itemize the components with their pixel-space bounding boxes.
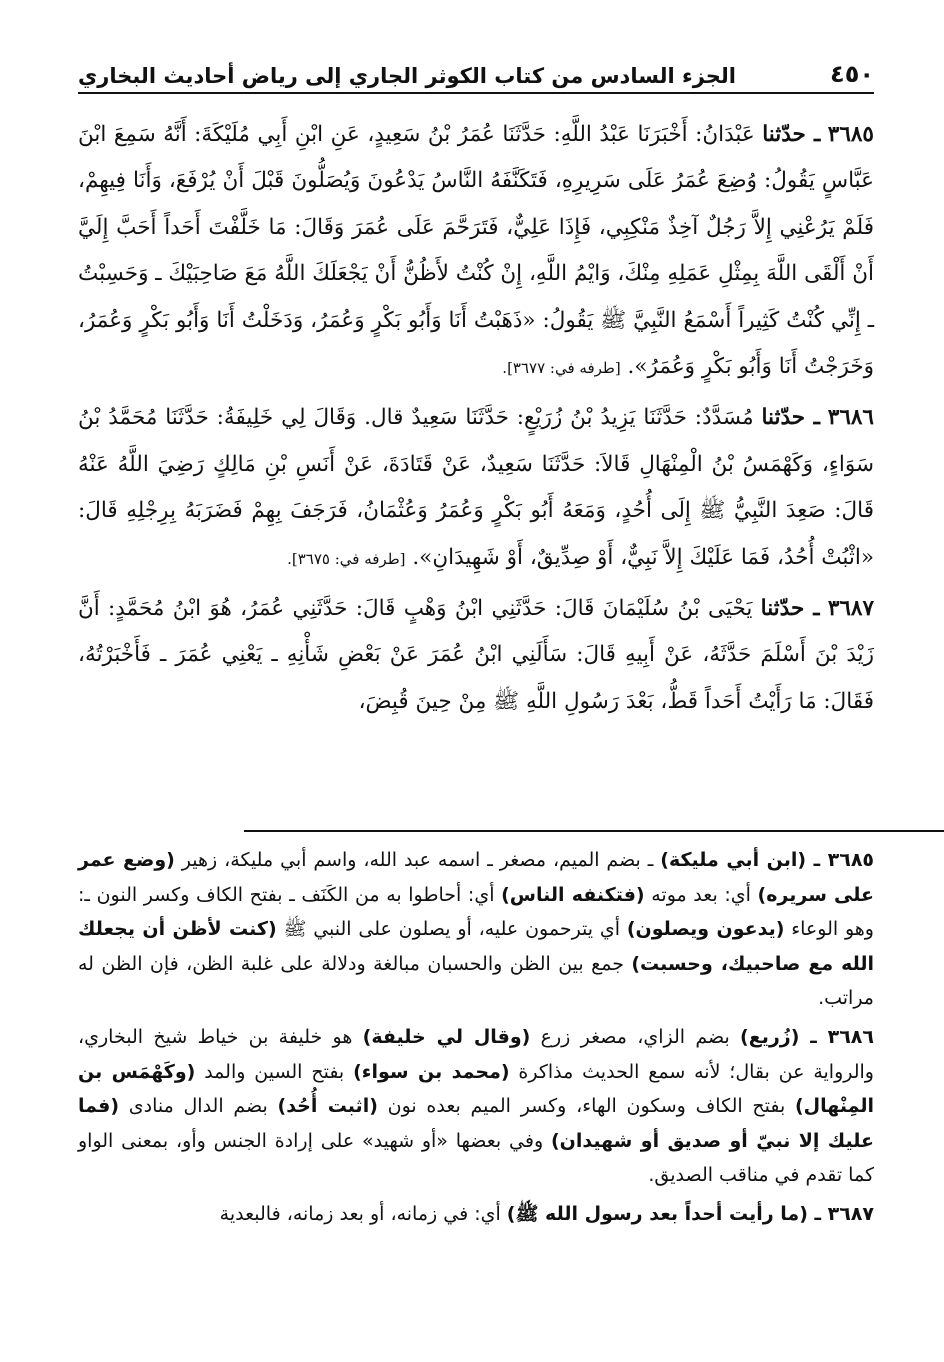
hadith-reference: [طرفه في: ٣٦٧٧]. [502,359,621,378]
note-keyword: (فتكنفه الناس) [501,883,645,906]
note-keyword: (محمد بن سواء) [353,1060,510,1083]
hadith-lead: ـ حدّثنا [762,122,821,147]
note-text: أي يترحمون عليه، أو يصلون على النبي ﷺ [276,918,627,941]
commentary-notes [78,843,874,1236]
note-text: أي: في زمانه، أو بعد زمانه، فالبعدية [219,1202,507,1225]
hadith-lead: ـ حدّثنا [761,405,820,431]
note-text: بفتح السين والمد [195,1060,354,1083]
hadith-body: عَبْدَانُ: أَخْبَرَنَا عَبْدُ اللَّهِ: حَدَّثَنَا عُمَرُ بْنُ سَعِيدٍ، عَنِ ابْنِ أَبِي مُلَيْكَةَ: أَنَّهُ سَمِعَ ابْنَ عَبَّاسٍ يَقُولُ: وُضِعَ عُمَرُ عَلَى سَرِيرِهِ، فَتَكَنَّفَهُ النَّاسُ يَدْعُونَ وَيُصَلُّونَ قَبْلَ أَنْ يُرْفَعَ، وَأَنَا فِيهِمْ، فَلَمْ يَرُعْنِي إِلاَّ رَجُلٌ آخِذٌ مَنْكِبِي، فَإِذَا عَلِيٌّ، فَتَرَحَّمَ عَلَى عُمَرَ وَقَالَ: مَا خَلَّفْتَ أَحَداً أَحَبَّ إِلَيَّ أَنْ أَلْقَى اللَّهَ بِمِثْلِ عَمَلِهِ مِنْكَ، وَايْمُ اللَّهِ، إِنْ كُنْتُ لأَظُنُّ أَنْ يَجْعَلَكَ اللَّهُ مَعَ صَاحِبَيْكَ ـ وَحَسِبْتُ ـ إِنِّي كُنْتُ كَثِيراً أَسْمَعُ النَّبِيَّ ﷺ يَقُولُ: «ذَهَبْتُ أَنَا وَأَبُو بَكْرٍ وَعُمَرُ، وَدَخَلْتُ أَنَا وَأَبُو بَكْرٍ وَعُمَرُ، وَخَرَجْتُ أَنَا وَأَبُو بَكْرٍ وَعُمَرُ». [78,122,874,380]
hadith-reference: [طرفه في: ٣٦٧٥]. [287,549,406,568]
note-keyword: (وضع عمر على سريره) [78,849,875,906]
page-number: ٤٥٠ [830,60,874,88]
page-header [78,52,874,94]
note-keyword: (وقال لي خليفة) [362,1025,531,1048]
hadith-body: مُسَدَّدٌ: حَدَّثَنَا يَزِيدُ بْنُ زُرَيْعٍ: حَدَّثَنَا سَعِيدٌ قال. وَقَالَ لِي خَلِيفَةُ: حَدَّثَنَا مُحَمَّدُ بْنُ سَوَاءٍ، وَكَهْمَسُ بْنُ الْمِنْهَالِ قَالاَ: حَدَّثَنَا سَعِيدٌ، عَنْ قَتَادَةَ، عَنْ أَنَسِ بْنِ مَالِكٍ رَضِيَ اللَّهُ عَنْهُ قَالَ: صَعِدَ النَّبِيُّ ﷺ إِلَى أُحُدٍ، وَمَعَهُ أَبُو بَكْرٍ وَعُمَرُ وَعُثْمَانُ، فَرَجَفَ بِهِمْ فَضَرَبَهُ بِرِجْلِهِ قَالَ: «اثْبُتْ أُحُدُ، فَمَا عَلَيْكَ إِلاَّ نَبِيٌّ، أَوْ صِدِّيقٌ، أَوْ شَهِيدَانِ». [78,405,874,570]
note-text: وفي بعضها «أو شهيد» على إرادة الجنس وأو، بمعنى الواو كما تقدم في مناقب الصديق. [78,1129,874,1187]
hadith-3686 [78,395,874,582]
note-text: هو خليفة بن خياط شيخ البخاري، والرواية عن بقال؛ لأنه سمع الحديث مذاكرة [78,1025,874,1083]
note-keyword: (يدعون ويصلون) [626,918,785,941]
note-text: ـ بضم الميم، مصغر ـ اسمه عبد الله، واسم أبي مليكة، زهير [174,849,661,871]
hadith-text [78,112,874,729]
hadith-3687 [78,586,874,725]
hadith-number: ٣٦٨٧ [827,596,875,622]
footnote-divider [244,830,944,832]
note-keyword: ٣٦٨٧ ـ (ما رأيت أحداً بعد رسول الله ﷺ) [506,1202,874,1225]
hadith-number: ٣٦٨٦ [827,405,874,431]
note-text: أي: بعد موته [644,883,758,906]
note-keyword: (وكَهْمَس بن المِنْهال) [78,1060,874,1118]
note-keyword: (فما عليك إلا نبيّ أو صديق أو شهيدان) [78,1095,874,1152]
note-keyword: (كنت لأظن أن يجعلك الله مع صاحبيك، وحسبت) [78,918,874,975]
hadith-body: يَحْيَى بْنُ سُلَيْمَانَ قَالَ: حَدَّثَنِي ابْنُ وَهْبٍ قَالَ: حَدَّثَنِي عُمَرُ، هُوَ ابْنُ مُحَمَّدٍ: أَنَّ زَيْدَ بْنَ أَسْلَمَ حَدَّثَهُ، عَنْ أَبِيهِ قَالَ: سَأَلَنِي ابْنُ عُمَرَ عَنْ بَعْضِ شَأْنِهِ ـ يَعْنِي عُمَرَ ـ فَأَخْبَرْتُهُ، فَقَالَ: مَا رَأَيْتُ أَحَداً قَطُّ، بَعْدَ رَسُولِ اللَّهِ ﷺ مِنْ حِينَ قُبِضَ، [78,596,874,714]
note-text: بضم الزاي، مصغر زرع [530,1025,741,1048]
note-text: جمع بين الظن والحسبان مبالغة ودلالة على غلبة الظن، فإن الظن له مراتب. [78,952,874,1010]
note-keyword: ٣٦٨٥ ـ (ابن أبي مليكة) [660,849,875,871]
commentary-note [78,1197,874,1232]
note-keyword: (اثبت أُحُد) [277,1095,378,1118]
note-text: بفتح الكاف وسكون الهاء، وكسر الميم بعده نون [377,1095,795,1118]
hadith-3685 [78,112,874,391]
note-text: بضم الدال منادى [119,1095,278,1118]
running-title: الجزء السادس من كتاب الكوثر الجاري إلى رياض أحاديث البخاري [78,64,736,88]
commentary-note [78,843,874,1016]
note-text: أي: أحاطوا به من الكَنَف ـ بفتح الكاف وكسر النون ـ: وهو الوعاء [78,883,874,941]
note-keyword: ٣٦٨٦ ـ (زُريع) [740,1025,874,1048]
commentary-note [78,1020,874,1193]
hadith-lead: ـ حدّثنا [760,596,820,622]
hadith-number: ٣٦٨٥ [827,122,874,147]
